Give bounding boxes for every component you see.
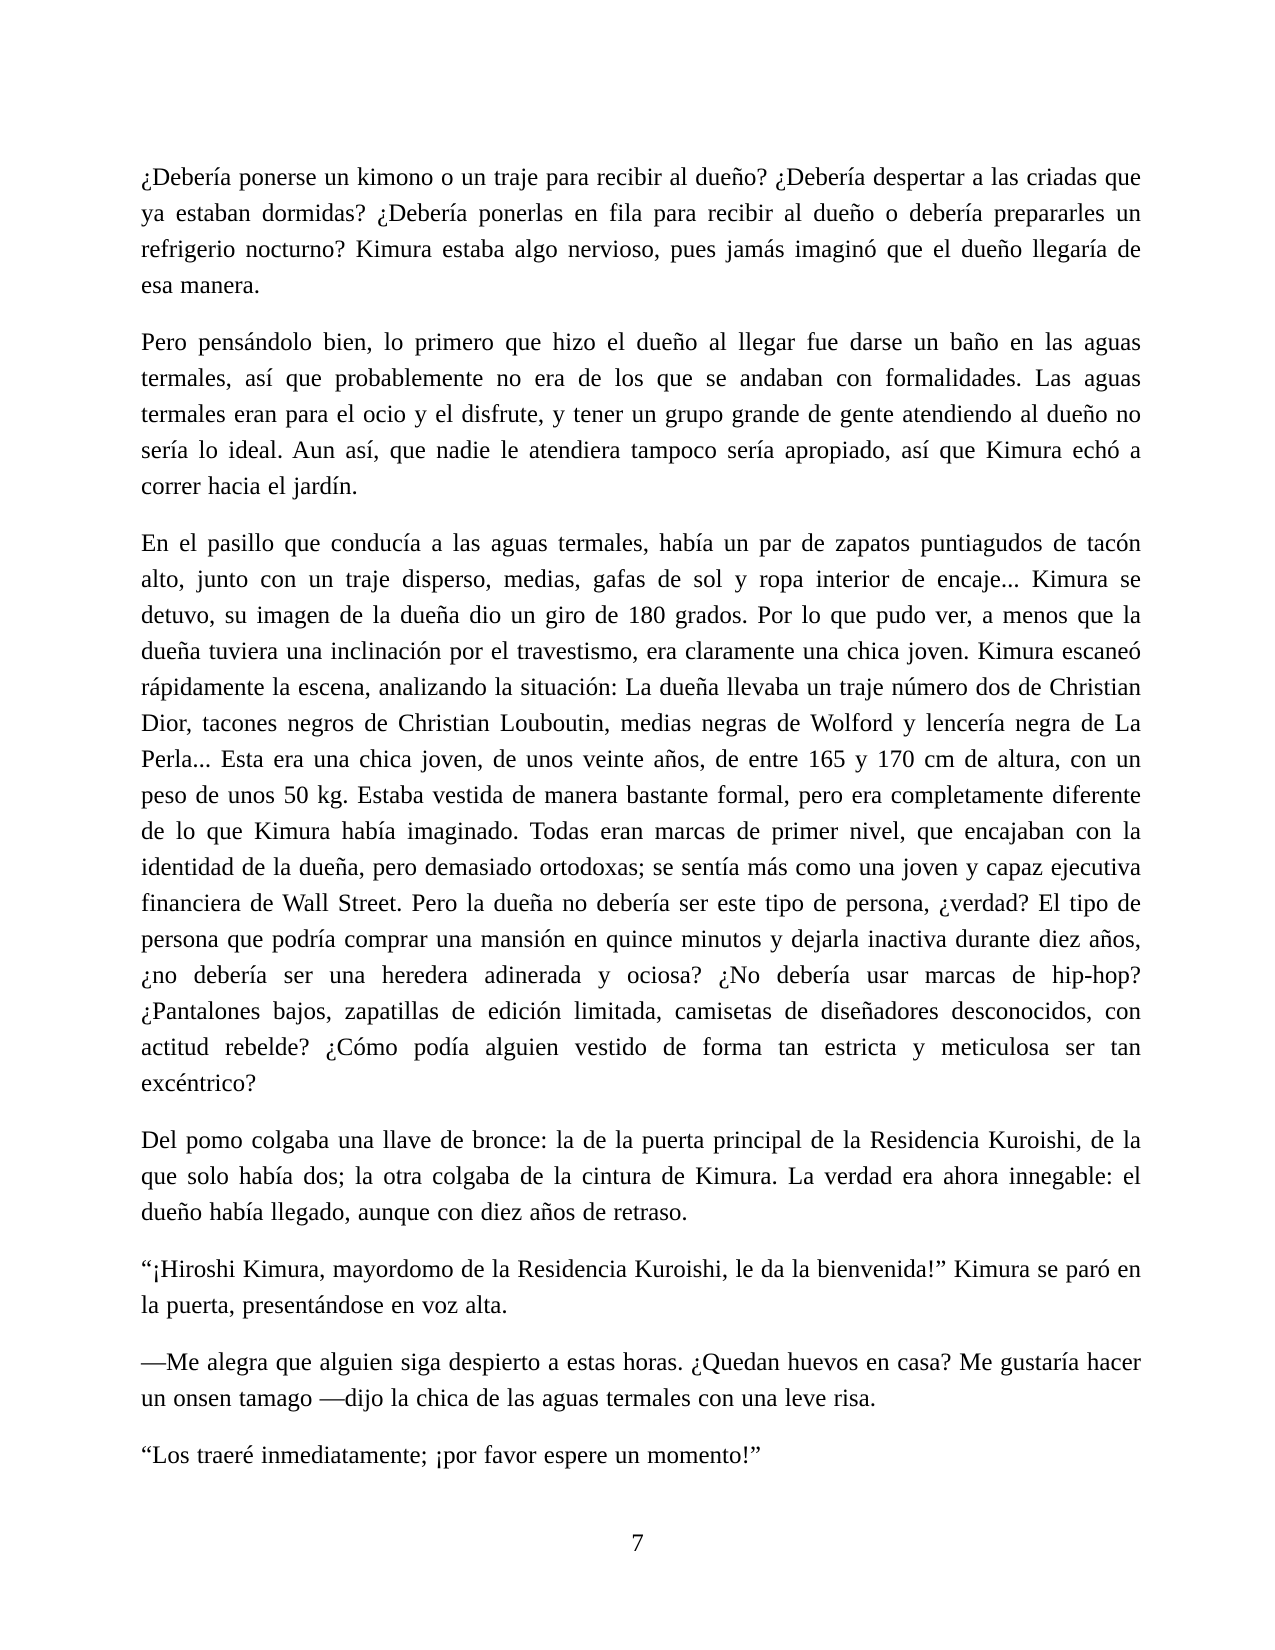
paragraph: Del pomo colgaba una llave de bronce: la de la puerta principal de la Residencia Kuroishi, de la que solo había dos; la otra colgaba de la cintura de Kimura. La verdad era ahora innegable: el dueño había llegado, aunque con diez años de retraso.	[141, 1127, 1141, 1226]
paragraph: En el pasillo que conducía a las aguas termales, había un par de zapatos puntiagudos de tacón alto, junto con un traje disperso, medias, gafas de sol y ropa interior de encaje... Kimura se detuvo, su imagen de la dueña dio un giro de 180 grados. Por lo que pudo ver, a menos que la dueña tuviera una inclinación por el travestismo, era claramente una chica joven. Kimura escaneó rápidamente la escena, analizando la situación: La dueña llevaba un traje número dos de Christian Dior, tacones negros de Christian Louboutin, medias negras de Wolford y lencería negra de La Perla... Esta era una chica joven, de unos veinte años, de entre 165 y 170 cm de altura, con un peso de unos 50 kg. Estaba vestida de manera bastante formal, pero era completamente diferente de lo que Kimura había imaginado. Todas eran marcas de primer nivel, que encajaban con la identidad de la dueña, pero demasiado ortodoxas; se sentía más como una joven y capaz ejecutiva financiera de Wall Street. Pero la dueña no debería ser este tipo de persona, ¿verdad? El tipo de persona que podría comprar una mansión en quince minutos y dejarla inactiva durante diez años, ¿no debería ser una heredera adinerada y ociosa? ¿No debería usar marcas de hip-hop? ¿Pantalones bajos, zapatillas de edición limitada, camisetas de diseñadores desconocidos, con actitud rebelde? ¿Cómo podía alguien vestido de forma tan estricta y meticulosa ser tan excéntrico?	[141, 530, 1141, 1097]
paragraph: —Me alegra que alguien siga despierto a estas horas. ¿Quedan huevos en casa? Me gustaría hacer un onsen tamago —dijo la chica de las aguas termales con una leve risa.	[141, 1349, 1141, 1412]
paragraph: Pero pensándolo bien, lo primero que hizo el dueño al llegar fue darse un baño en las aguas termales, así que probablemente no era de los que se andaban con formalidades. Las aguas termales eran para el ocio y el disfrute, y tener un grupo grande de gente atendiendo al dueño no sería lo ideal. Aun así, que nadie le atendiera tampoco sería apropiado, así que Kimura echó a correr hacia el jardín.	[141, 329, 1141, 500]
paragraph: ¿Debería ponerse un kimono o un traje para recibir al dueño? ¿Debería despertar a las criadas que ya estaban dormidas? ¿Debería ponerlas en fila para recibir al dueño o debería prepararles un refrigerio nocturno? Kimura estaba algo nervioso, pues jamás imaginó que el dueño llegaría de esa manera.	[141, 164, 1141, 299]
paragraph: “Los traeré inmediatamente; ¡por favor espere un momento!”	[141, 1442, 761, 1469]
paragraph: “¡Hiroshi Kimura, mayordomo de la Residencia Kuroishi, le da la bienvenida!” Kimura se paró en la puerta, presentándose en voz alta.	[141, 1256, 1141, 1319]
page-number: 7	[631, 1530, 644, 1557]
text-block	[141, 160, 1141, 1474]
